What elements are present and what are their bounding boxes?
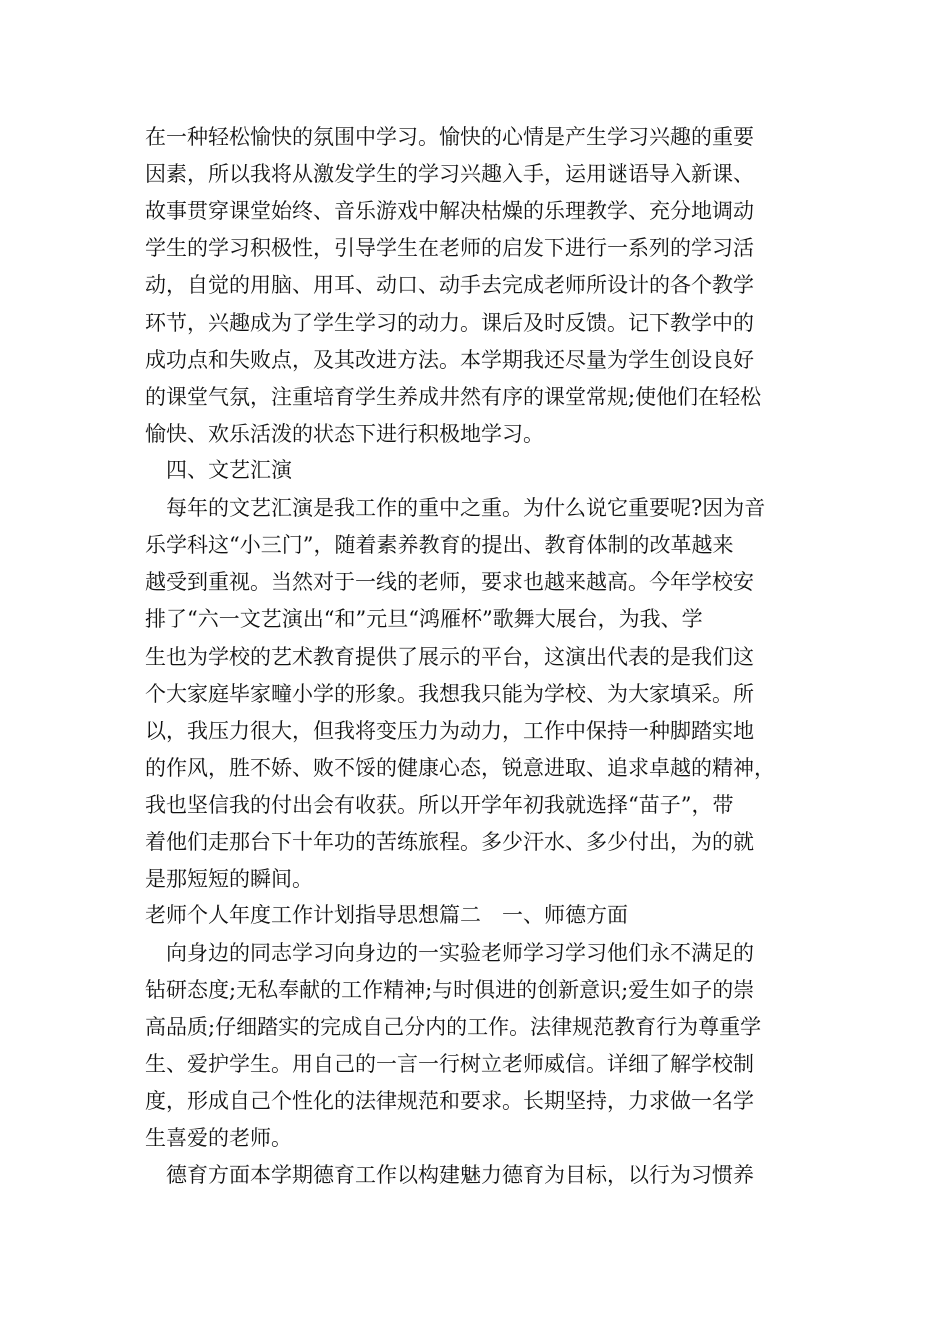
- text-line: 生也为学校的艺术教育提供了展示的平台，这演出代表的是我们这: [145, 645, 754, 669]
- text-line: 着他们走那台下十年功的苦练旅程。多少汗水、多少付出，为的就: [145, 830, 754, 854]
- text-line: 的作风，胜不娇、败不馁的健康心态，锐意进取、追求卓越的精神，: [145, 756, 775, 780]
- text-line: 高品质;仔细踏实的完成自己分内的工作。法律规范教育行为尊重学: [145, 1015, 762, 1039]
- text-line: 排了“六一文艺演出“和”元旦“鸿雁杯”歌舞大展台，为我、学: [145, 607, 703, 631]
- text-line: 度，形成自己个性化的法律规范和要求。长期坚持，力求做一名学: [145, 1089, 754, 1113]
- text-line: 越受到重视。当然对于一线的老师，要求也越来越高。今年学校安: [145, 570, 754, 594]
- section-heading: 四、文艺汇演: [145, 458, 292, 482]
- text-line: 愉快、欢乐活泼的状态下进行积极地学习。: [145, 422, 544, 446]
- text-line: 德育方面本学期德育工作以构建魅力德育为目标，以行为习惯养: [145, 1163, 754, 1187]
- text-line: 乐学科这“小三门”，随着素养教育的提出、教育体制的改革越来: [145, 533, 734, 557]
- text-line: 动，自觉的用脑、用耳、动口、动手去完成老师所设计的各个教学: [145, 273, 754, 297]
- text-line: 钻研态度;无私奉献的工作精神;与时俱进的创新意识;爱生如子的崇: [145, 978, 755, 1002]
- text-line: 向身边的同志学习向身边的一实验老师学习学习他们永不满足的: [145, 941, 754, 965]
- text-line: 个大家庭毕家疃小学的形象。我想我只能为学校、为大家填采。所: [145, 682, 754, 706]
- text-line: 环节，兴趣成为了学生学习的动力。课后及时反馈。记下教学中的: [145, 311, 754, 335]
- text-line: 我也坚信我的付出会有收获。所以开学年初我就选择“苗子”，带: [145, 793, 734, 817]
- text-line: 以，我压力很大，但我将变压力为动力，工作中保持一种脚踏实地: [145, 719, 754, 743]
- text-line: 生喜爱的老师。: [145, 1126, 292, 1150]
- text-line: 在一种轻松愉快的氛围中学习。愉快的心情是产生学习兴趣的重要: [145, 125, 754, 149]
- text-line: 是那短短的瞬间。: [145, 867, 313, 891]
- text-line: 成功点和失败点，及其改进方法。本学期我还尽量为学生创设良好: [145, 348, 754, 372]
- text-line: 生、爱护学生。用自己的一言一行树立老师威信。详细了解学校制: [145, 1052, 754, 1076]
- text-line: 学生的学习积极性，引导学生在老师的启发下进行一系列的学习活: [145, 236, 754, 260]
- article-title: 老师个人年度工作计划指导思想篇二 一、师德方面: [145, 903, 628, 927]
- text-line: 每年的文艺汇演是我工作的重中之重。为什么说它重要呢?因为音: [145, 496, 766, 520]
- text-line: 的课堂气氛，注重培育学生养成井然有序的课堂常规;使他们在轻松: [145, 385, 762, 409]
- text-line: 因素，所以我将从激发学生的学习兴趣入手，运用谜语导入新课、: [145, 162, 754, 186]
- text-line: 故事贯穿课堂始终、音乐游戏中解决枯燥的乐理教学、充分地调动: [145, 199, 754, 223]
